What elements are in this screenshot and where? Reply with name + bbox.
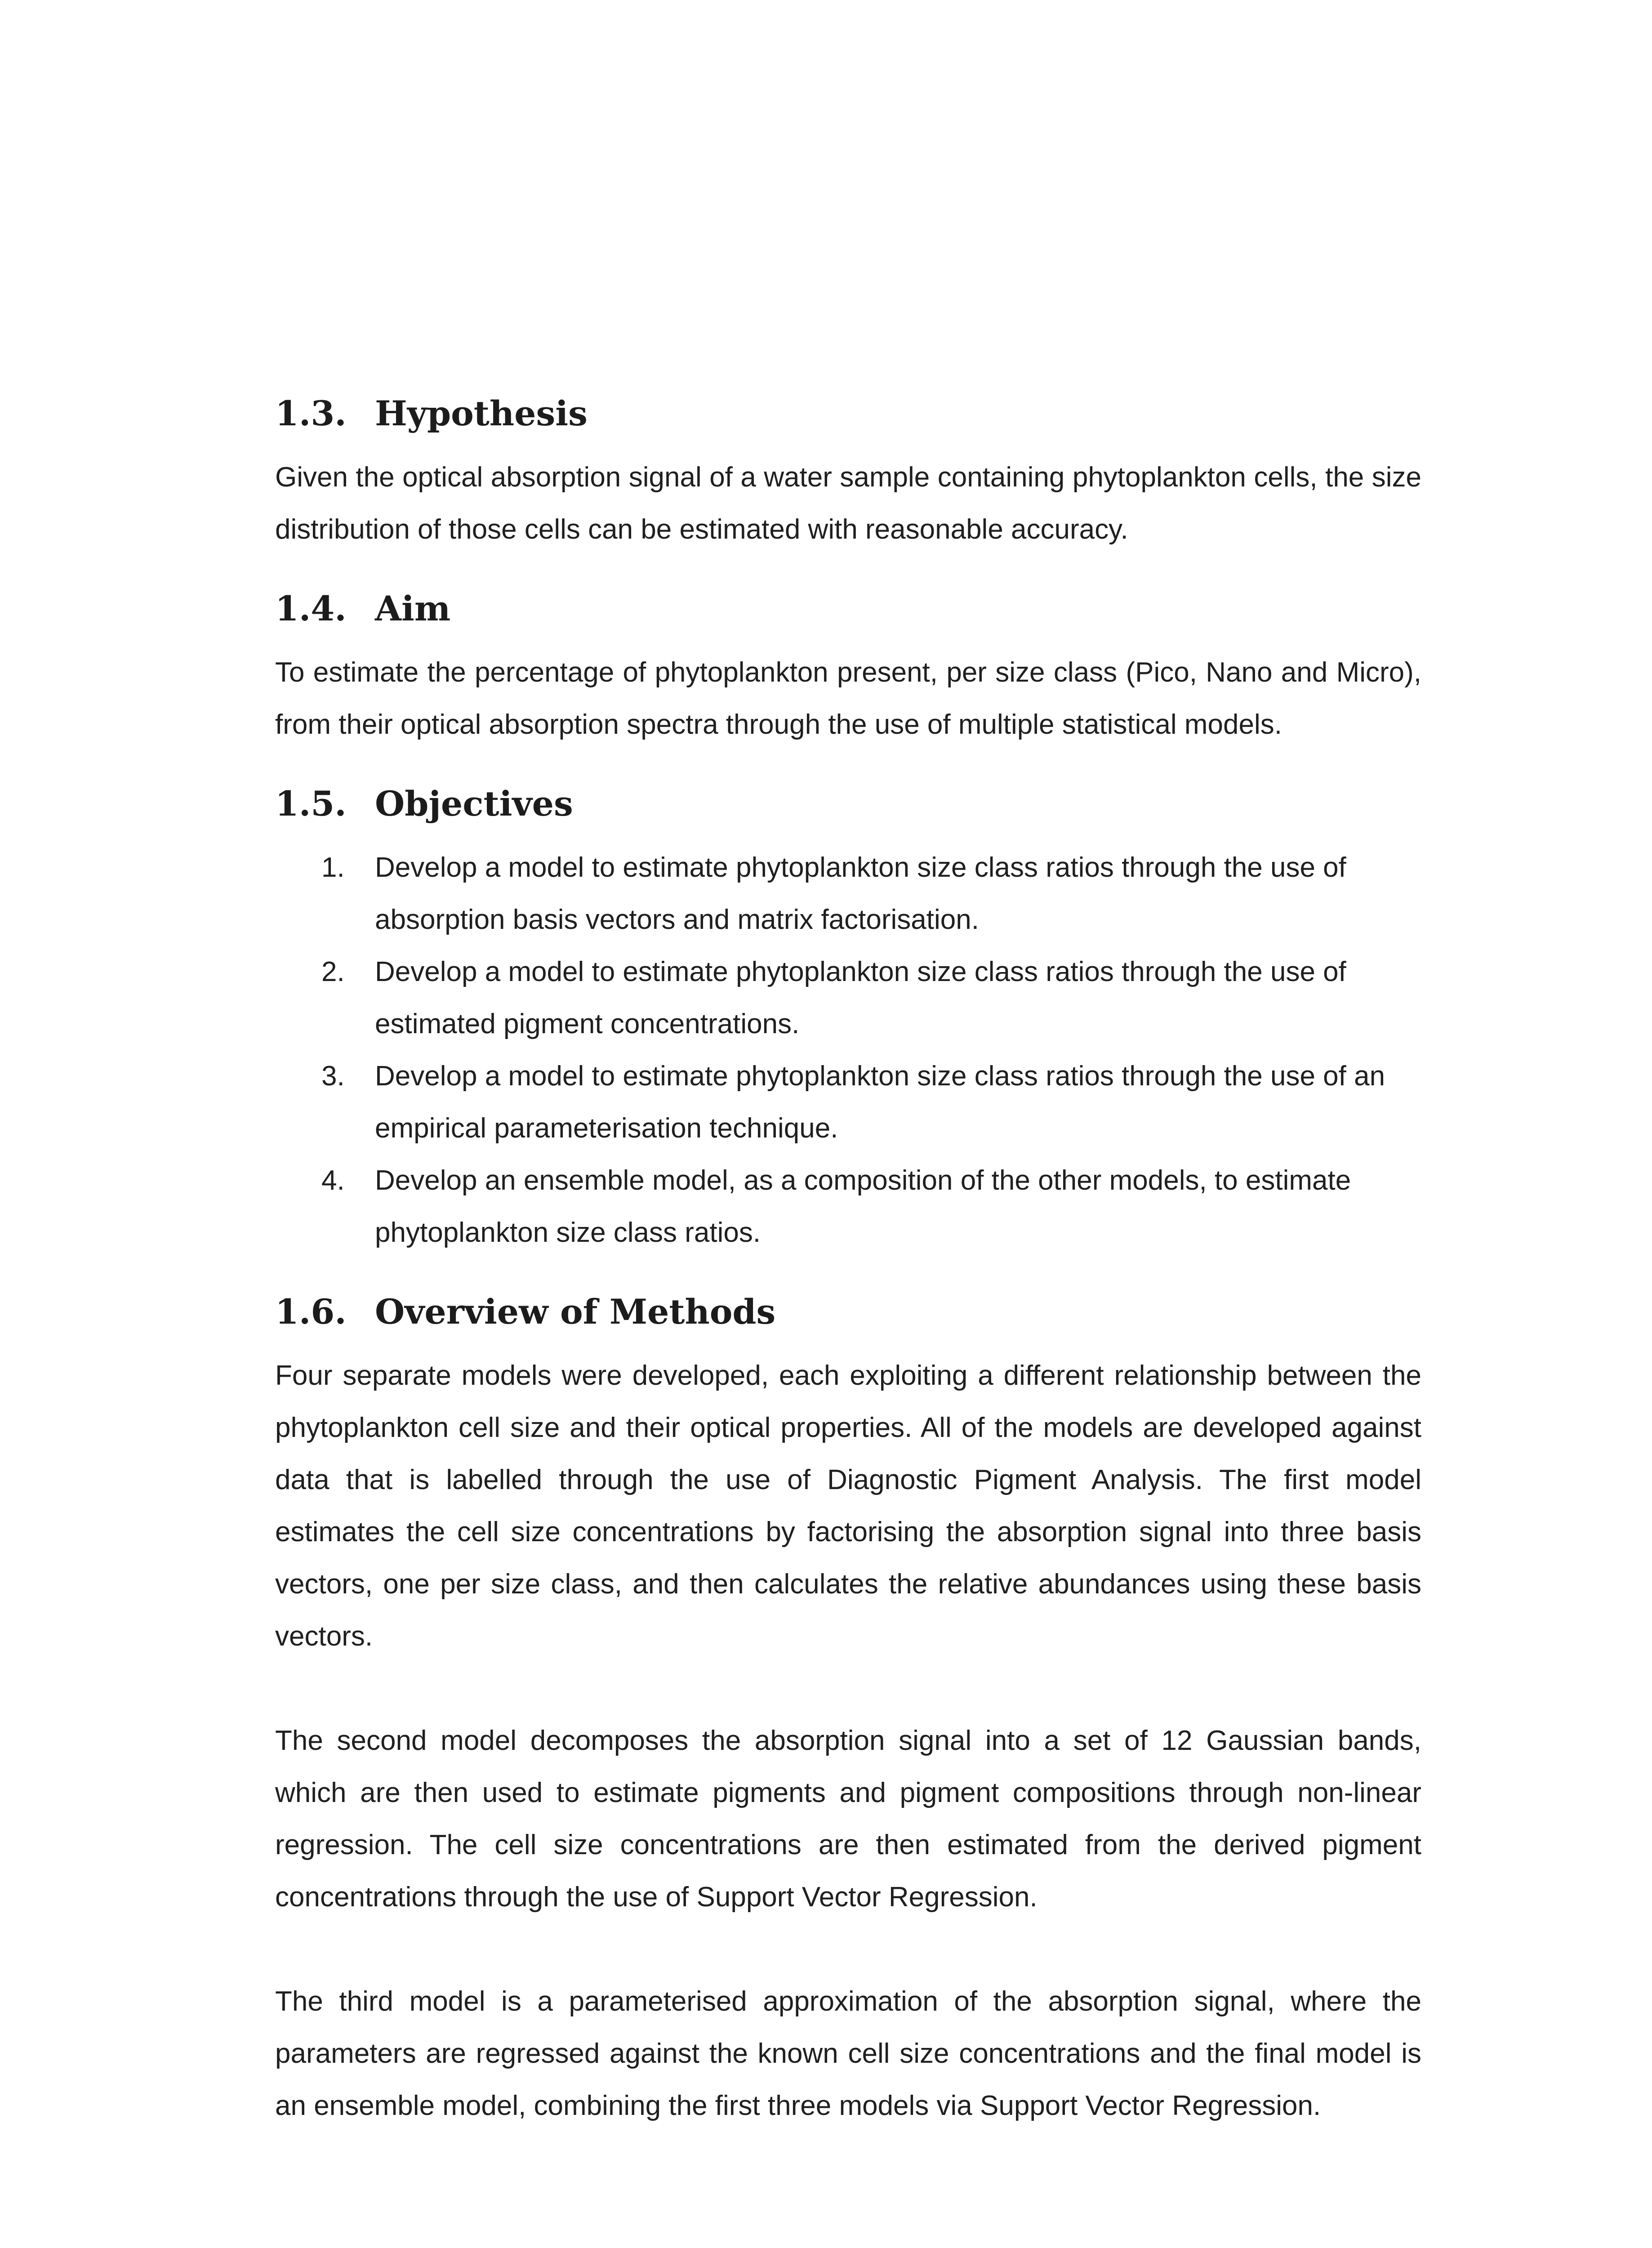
section-title: Objectives [375, 784, 573, 824]
section-hypothesis [275, 391, 1421, 556]
section-aim [275, 586, 1421, 751]
section-overview-of-methods [275, 1289, 1421, 2132]
section-heading-aim [275, 586, 1421, 631]
objective-item [275, 842, 1421, 946]
section-number: 1.3. [275, 393, 347, 433]
objective-item [275, 1155, 1421, 1259]
objective-text: Develop a model to estimate phytoplankton size class ratios through the use of estimated pigment concentrations. [375, 956, 1346, 1039]
overview-paragraph-1: Four separate models were developed, each exploiting a different relationship between the phytoplankton cell size and their optical properties. All of the models are developed against data that is labelled through the use of Diagnostic Pigment Analysis. The first model estimates the cell size concentrations by factorising the absorption signal into three basis vectors, one per size class, and then calculates the relative abundances using these basis vectors. [275, 1360, 1421, 1652]
section-objectives [275, 781, 1421, 1259]
section-title: Hypothesis [375, 393, 588, 433]
section-heading-objectives [275, 781, 1421, 826]
section-number: 1.4. [275, 589, 347, 629]
page-content [275, 391, 1421, 2132]
overview-paragraph-2: The second model decomposes the absorption signal into a set of 12 Gaussian bands, which are then used to estimate pigments and pigment compositions through non-linear regression. The cell size concentrations are then estimated from the derived pigment concentrations through the use of Support Vector Regression. [275, 1725, 1421, 1913]
hypothesis-paragraph: Given the optical absorption signal of a water sample containing phytoplankton cells, the size distribution of those cells can be estimated with reasonable accuracy. [275, 462, 1421, 545]
objective-text: Develop a model to estimate phytoplankton size class ratios through the use of an empirical parameterisation technique. [375, 1061, 1385, 1144]
objective-text: Develop an ensemble model, as a composition of the other models, to estimate phytoplankton size class ratios. [375, 1165, 1351, 1248]
section-heading-overview [275, 1289, 1421, 1334]
objective-item [275, 946, 1421, 1050]
list-marker: 4. [321, 1165, 345, 1196]
aim-paragraph: To estimate the percentage of phytoplankton present, per size class (Pico, Nano and Micro), from their optical absorption spectra through the use of multiple statistical models. [275, 657, 1421, 740]
list-marker: 3. [321, 1061, 345, 1092]
objective-item [275, 1050, 1421, 1155]
section-heading-hypothesis [275, 391, 1421, 436]
section-number: 1.6. [275, 1292, 347, 1332]
list-marker: 1. [321, 852, 345, 883]
overview-paragraph-3: The third model is a parameterised approximation of the absorption signal, where the parameters are regressed against the known cell size concentrations and the final model is an ensemble model, combining the first three models via Support Vector Regression. [275, 1986, 1421, 2121]
objective-text: Develop a model to estimate phytoplankton size class ratios through the use of absorption basis vectors and matrix factorisation. [375, 852, 1346, 935]
list-marker: 2. [321, 956, 345, 987]
section-title: Overview of Methods [375, 1292, 776, 1332]
section-number: 1.5. [275, 784, 347, 824]
objectives-list [275, 842, 1421, 1259]
section-title: Aim [375, 589, 451, 629]
